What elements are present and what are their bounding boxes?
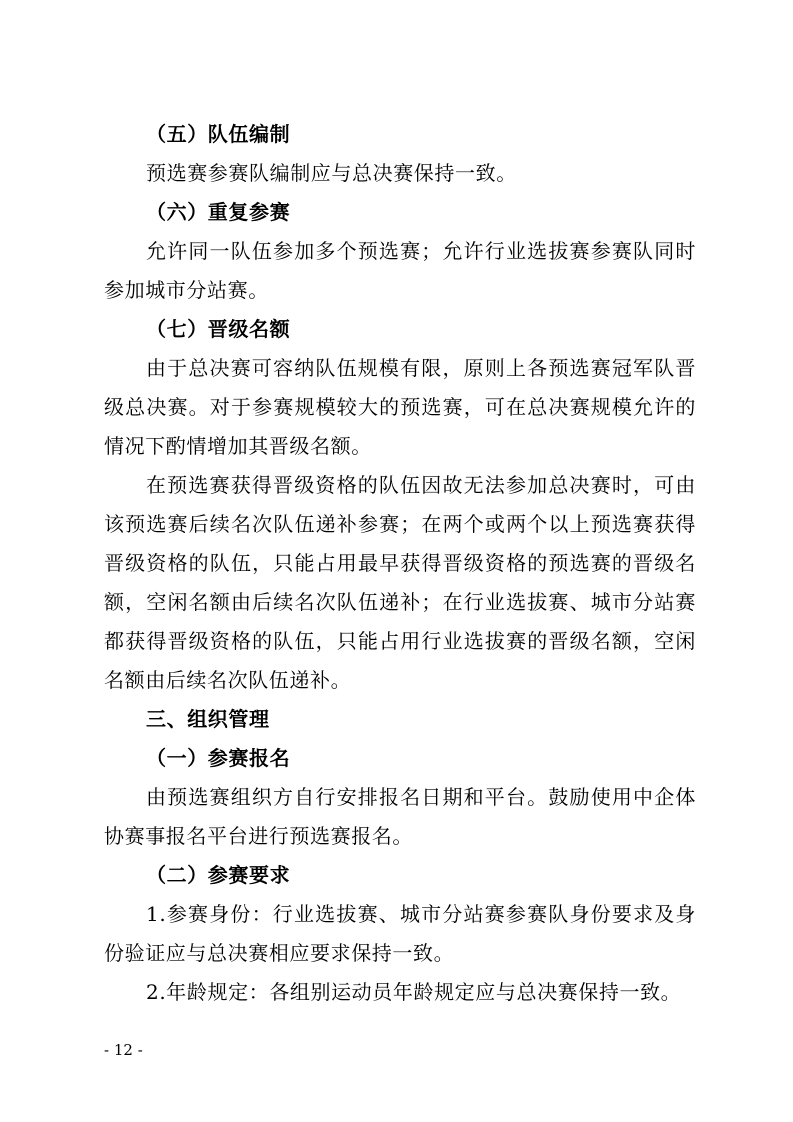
section-heading-registration: （一）参赛报名 <box>146 746 291 770</box>
chapter-heading-organization: 三、组织管理 <box>146 707 270 731</box>
paragraph-line: 额，空闲名额由后续名次队伍递补；在行业选拔赛、城市分站赛 <box>104 590 696 614</box>
paragraph-line: 协赛事报名平台进行预选赛报名。 <box>104 824 413 848</box>
section-heading-requirements: （二）参赛要求 <box>146 863 291 887</box>
paragraph-line: 份验证应与总决赛相应要求保持一致。 <box>104 941 455 965</box>
paragraph-line: 都获得晋级资格的队伍，只能占用行业选拔赛的晋级名额，空闲 <box>104 629 696 653</box>
paragraph-line: 晋级资格的队伍，只能占用最早获得晋级资格的预选赛的晋级名 <box>104 551 696 575</box>
paragraph-line: 参加城市分站赛。 <box>104 278 269 302</box>
section-heading-promotion-quota: （七）晋级名额 <box>146 317 291 341</box>
section-heading-team-composition: （五）队伍编制 <box>146 122 291 146</box>
paragraph-line: 级总决赛。对于参赛规模较大的预选赛，可在总决赛规模允许的 <box>104 395 696 419</box>
page-number: - 12 - <box>104 1041 143 1059</box>
paragraph-line: 由预选赛组织方自行安排报名日期和平台。鼓励使用中企体 <box>146 785 696 809</box>
paragraph-line: 允许同一队伍参加多个预选赛；允许行业选拔赛参赛队同时 <box>146 239 696 263</box>
paragraph-line: 在预选赛获得晋级资格的队伍因故无法参加总决赛时，可由 <box>146 473 696 497</box>
paragraph-line: 情况下酌情增加其晋级名额。 <box>104 434 372 458</box>
paragraph-line: 由于总决赛可容纳队伍规模有限，原则上各预选赛冠军队晋 <box>146 356 696 380</box>
section-heading-repeat-entry: （六）重复参赛 <box>146 200 291 224</box>
paragraph-line: 2.年龄规定：各组别运动员年龄规定应与总决赛保持一致。 <box>146 980 682 1004</box>
paragraph-line: 预选赛参赛队编制应与总决赛保持一致。 <box>146 161 517 185</box>
paragraph-line: 名额由后续名次队伍递补。 <box>104 668 352 692</box>
paragraph-line: 该预选赛后续名次队伍递补参赛；在两个或两个以上预选赛获得 <box>104 512 696 536</box>
paragraph-line: 1.参赛身份：行业选拔赛、城市分站赛参赛队身份要求及身 <box>146 902 696 926</box>
